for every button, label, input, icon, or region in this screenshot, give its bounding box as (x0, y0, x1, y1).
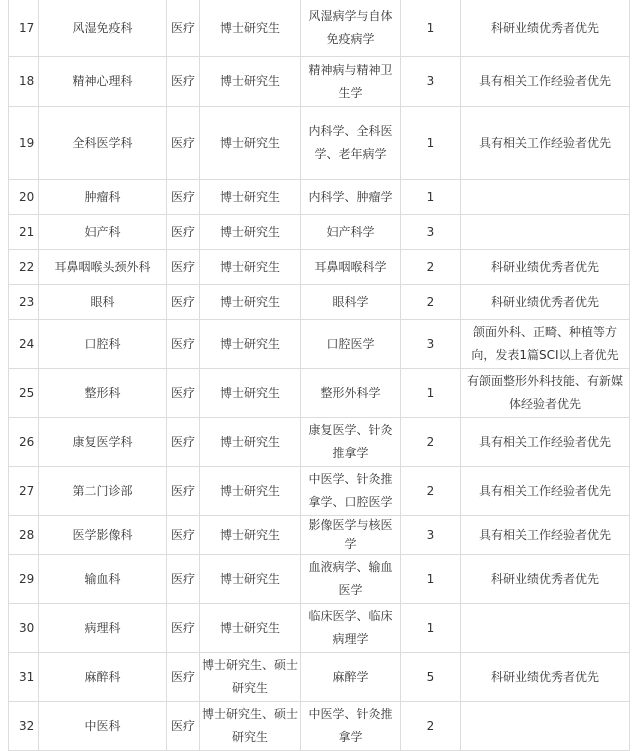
major-cell: 眼科学 (301, 285, 401, 320)
note-cell: 科研业绩优秀者优先 (461, 0, 630, 57)
table-row (9, 467, 630, 516)
type-cell: 医疗 (167, 555, 200, 604)
education-cell: 博士研究生 (200, 555, 301, 604)
note-cell (461, 180, 630, 215)
major-cell: 临床医学、临床病理学 (301, 604, 401, 653)
education-cell: 博士研究生、硕士研究生 (200, 702, 301, 751)
major-cell: 中医学、针灸推拿学 (301, 702, 401, 751)
row-number: 17 (9, 0, 39, 57)
table-row (9, 418, 630, 467)
row-number: 28 (9, 516, 39, 555)
type-cell: 医疗 (167, 653, 200, 702)
note-cell (461, 215, 630, 250)
type-cell: 医疗 (167, 702, 200, 751)
count-cell: 2 (401, 418, 461, 467)
department-cell: 中医科 (39, 702, 167, 751)
table-row (9, 702, 630, 751)
department-cell: 输血科 (39, 555, 167, 604)
department-cell: 精神心理科 (39, 57, 167, 107)
note-cell: 具有相关工作经验者优先 (461, 107, 630, 180)
type-cell: 医疗 (167, 369, 200, 418)
count-cell: 2 (401, 285, 461, 320)
note-cell: 具有相关工作经验者优先 (461, 418, 630, 467)
education-cell: 博士研究生 (200, 467, 301, 516)
department-cell: 麻醉科 (39, 653, 167, 702)
type-cell: 医疗 (167, 107, 200, 180)
count-cell: 2 (401, 250, 461, 285)
table-body (9, 0, 630, 751)
recruitment-table (8, 0, 630, 751)
note-cell (461, 604, 630, 653)
table-row (9, 320, 630, 369)
note-cell: 有颌面整形外科技能、有新媒体经验者优先 (461, 369, 630, 418)
note-cell: 具有相关工作经验者优先 (461, 57, 630, 107)
major-cell: 耳鼻咽喉科学 (301, 250, 401, 285)
department-cell: 肿瘤科 (39, 180, 167, 215)
type-cell: 医疗 (167, 285, 200, 320)
department-cell: 口腔科 (39, 320, 167, 369)
education-cell: 博士研究生 (200, 604, 301, 653)
education-cell: 博士研究生 (200, 320, 301, 369)
table-row (9, 604, 630, 653)
major-cell: 精神病与精神卫生学 (301, 57, 401, 107)
department-cell: 第二门诊部 (39, 467, 167, 516)
department-cell: 风湿免疫科 (39, 0, 167, 57)
count-cell: 5 (401, 653, 461, 702)
count-cell: 1 (401, 555, 461, 604)
count-cell: 1 (401, 604, 461, 653)
education-cell: 博士研究生、硕士研究生 (200, 653, 301, 702)
type-cell: 医疗 (167, 320, 200, 369)
note-cell: 科研业绩优秀者优先 (461, 555, 630, 604)
note-cell: 科研业绩优秀者优先 (461, 285, 630, 320)
department-cell: 整形科 (39, 369, 167, 418)
row-number: 31 (9, 653, 39, 702)
count-cell: 3 (401, 320, 461, 369)
row-number: 30 (9, 604, 39, 653)
count-cell: 2 (401, 467, 461, 516)
type-cell: 医疗 (167, 467, 200, 516)
major-cell: 血液病学、输血医学 (301, 555, 401, 604)
major-cell: 中医学、针灸推拿学、口腔医学 (301, 467, 401, 516)
table-row (9, 250, 630, 285)
major-cell: 影像医学与核医学 (301, 516, 401, 555)
table-row (9, 180, 630, 215)
major-cell: 内科学、全科医学、老年病学 (301, 107, 401, 180)
education-cell: 博士研究生 (200, 57, 301, 107)
major-cell: 口腔医学 (301, 320, 401, 369)
count-cell: 1 (401, 369, 461, 418)
major-cell: 康复医学、针灸推拿学 (301, 418, 401, 467)
table-row (9, 285, 630, 320)
row-number: 20 (9, 180, 39, 215)
row-number: 21 (9, 215, 39, 250)
row-number: 27 (9, 467, 39, 516)
row-number: 29 (9, 555, 39, 604)
row-number: 26 (9, 418, 39, 467)
count-cell: 3 (401, 57, 461, 107)
count-cell: 3 (401, 215, 461, 250)
table-row (9, 516, 630, 555)
major-cell: 整形外科学 (301, 369, 401, 418)
table-row (9, 0, 630, 57)
type-cell: 医疗 (167, 250, 200, 285)
type-cell: 医疗 (167, 418, 200, 467)
major-cell: 风湿病学与自体免疫病学 (301, 0, 401, 57)
table-row (9, 215, 630, 250)
education-cell: 博士研究生 (200, 369, 301, 418)
note-cell (461, 702, 630, 751)
table-row (9, 369, 630, 418)
type-cell: 医疗 (167, 180, 200, 215)
department-cell: 妇产科 (39, 215, 167, 250)
education-cell: 博士研究生 (200, 180, 301, 215)
row-number: 23 (9, 285, 39, 320)
count-cell: 1 (401, 180, 461, 215)
education-cell: 博士研究生 (200, 516, 301, 555)
row-number: 32 (9, 702, 39, 751)
department-cell: 医学影像科 (39, 516, 167, 555)
department-cell: 康复医学科 (39, 418, 167, 467)
count-cell: 1 (401, 0, 461, 57)
department-cell: 眼科 (39, 285, 167, 320)
type-cell: 医疗 (167, 0, 200, 57)
major-cell: 麻醉学 (301, 653, 401, 702)
department-cell: 病理科 (39, 604, 167, 653)
education-cell: 博士研究生 (200, 0, 301, 57)
education-cell: 博士研究生 (200, 107, 301, 180)
note-cell: 颌面外科、正畸、种植等方向，发表1篇SCI以上者优先 (461, 320, 630, 369)
count-cell: 2 (401, 702, 461, 751)
count-cell: 3 (401, 516, 461, 555)
row-number: 25 (9, 369, 39, 418)
row-number: 24 (9, 320, 39, 369)
row-number: 18 (9, 57, 39, 107)
note-cell: 具有相关工作经验者优先 (461, 467, 630, 516)
department-cell: 全科医学科 (39, 107, 167, 180)
table-row (9, 555, 630, 604)
note-cell: 具有相关工作经验者优先 (461, 516, 630, 555)
table-row (9, 653, 630, 702)
type-cell: 医疗 (167, 215, 200, 250)
row-number: 19 (9, 107, 39, 180)
major-cell: 内科学、肿瘤学 (301, 180, 401, 215)
type-cell: 医疗 (167, 604, 200, 653)
type-cell: 医疗 (167, 57, 200, 107)
note-cell: 科研业绩优秀者优先 (461, 653, 630, 702)
row-number: 22 (9, 250, 39, 285)
department-cell: 耳鼻咽喉头颈外科 (39, 250, 167, 285)
count-cell: 1 (401, 107, 461, 180)
type-cell: 医疗 (167, 516, 200, 555)
education-cell: 博士研究生 (200, 250, 301, 285)
education-cell: 博士研究生 (200, 215, 301, 250)
education-cell: 博士研究生 (200, 418, 301, 467)
table-row (9, 107, 630, 180)
table-row (9, 57, 630, 107)
note-cell: 科研业绩优秀者优先 (461, 250, 630, 285)
education-cell: 博士研究生 (200, 285, 301, 320)
major-cell: 妇产科学 (301, 215, 401, 250)
